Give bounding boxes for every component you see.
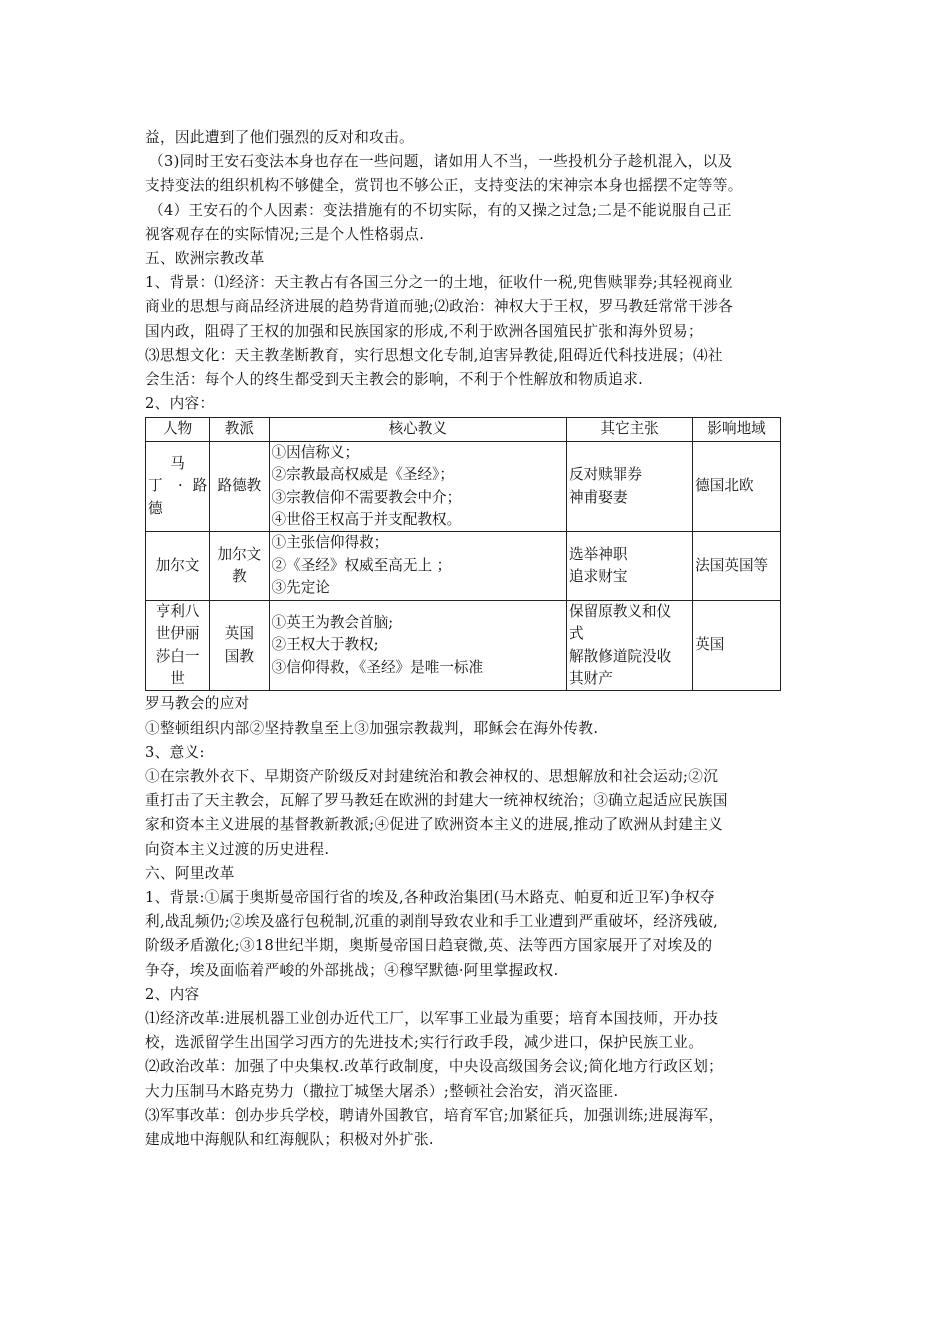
header-core-doctrine: 核心教义 [269, 418, 567, 441]
cell-line: ①英王为教会首脑; [271, 613, 394, 631]
paragraph-line: ①在宗教外衣下、早期资产阶级反对封建统治和教会神权的、思想解放和社会运动;②沉 [145, 767, 719, 785]
cell-line: ①因信称义； [271, 443, 360, 461]
cell-core [269, 600, 567, 691]
cell-region: 英国 [693, 600, 781, 691]
paragraph-line: 支持变法的组织机构不够健全，赏罚也不够公正，支持变法的宋神宗本身也摇摆不定等等。 [145, 177, 743, 195]
paragraph-line: 建成地中海舰队和红海舰队；积极对外扩张. [145, 1130, 434, 1148]
cell-sect [210, 532, 269, 600]
cell-region: 德国北欧 [693, 441, 781, 532]
paragraph-line: 益，因此遭到了他们强烈的反对和攻击。 [145, 129, 414, 146]
reformation-table [145, 417, 781, 691]
cell-region: 法国英国等 [693, 532, 781, 600]
cell-line: 莎白一 [155, 647, 200, 665]
cell-line: 世 [170, 669, 185, 687]
cell-line: 教 [232, 568, 247, 586]
cell-line: ②《圣经》权威至高无上 ； [271, 556, 452, 574]
header-sect: 教派 [210, 418, 269, 441]
cell-line: ②宗教最高权威是《圣经》； [271, 466, 454, 484]
paragraph-line: 罗马教会的应对 [145, 695, 250, 713]
paragraph-line: ⑶军事改革：创办步兵学校，聘请外国教官，培育军官;加紧征兵，加强训练;进展海军， [145, 1106, 724, 1124]
document-page [145, 126, 810, 1152]
cell-core [269, 441, 567, 532]
paragraph-line: ⑵政治改革：加强了中央集权.改革行政制度，中央设高级国务会议;简化地方行政区划； [145, 1058, 724, 1076]
paragraph-line: ①整顿组织内部②坚持教皇至上③加强宗教裁判，耶稣会在海外传教. [145, 719, 599, 737]
cell-line: 马 [170, 455, 185, 473]
section-heading-religious-reform: 五、欧洲宗教改革 [145, 250, 265, 268]
cell-line: ③先定论 [271, 579, 330, 597]
cell-line: ③宗教信仰不需要教会中介； [271, 488, 462, 506]
paragraph-line: 1、背景:①属于奥斯曼帝国行省的埃及,各种政治集团(马木路克、帕夏和近卫军)争权夺 [145, 888, 715, 906]
cell-line: 选举神职 [569, 545, 628, 563]
table-row [146, 532, 781, 600]
cell-line: 英国 [224, 625, 254, 643]
cell-other [567, 441, 693, 532]
cell-line: 保留原教义和仪 [569, 602, 672, 620]
section-heading-ali-reform: 六、阿里改革 [145, 864, 235, 882]
cell-line: 路德教 [217, 477, 262, 495]
paragraph-line: ⑴经济改革:进展机器工业创办近代工厂，以军事工业最为重要；培育本国技师，开办技 [145, 1009, 719, 1027]
cell-sect [210, 600, 269, 691]
cell-line: ③信仰得救，《圣经》是唯一标准 [271, 658, 484, 676]
subheading-content: 2、内容 [145, 985, 200, 1003]
cell-line: 世伊丽 [155, 625, 200, 643]
cell-line: 加尔文 [217, 545, 262, 563]
cell-line: 丁 · 路 [148, 477, 208, 495]
header-other-claims: 其它主张 [567, 418, 693, 441]
cell-line: 其财产 [569, 669, 613, 687]
paragraph-line: 家和资本主义进展的基督教新教派;④促进了欧洲资本主义的进展,推动了欧洲从封建主义 [145, 816, 724, 834]
table-row [146, 441, 781, 532]
cell-other [567, 532, 693, 600]
subheading-content: 2、内容： [145, 395, 215, 413]
cell-line: 神甫娶妻 [569, 488, 628, 506]
paragraph-line: 商业的思想与商品经济进展的趋势背道而驰;⑵政治：神权大于王权，罗马教廷常常干涉各 [145, 298, 734, 316]
cell-line: 反对赎罪券 [569, 466, 643, 484]
paragraph-line: 国内政，阻碍了王权的加强和民族国家的形成,不利于欧洲各国殖民扩张和海外贸易； [145, 322, 703, 340]
cell-line: ①主张信仰得救； [271, 534, 389, 552]
cell-line: 追求财宝 [569, 568, 628, 586]
cell-core [269, 532, 567, 600]
paragraph-line: 会生活：每个人的终生都受到天主教会的影响，不利于个性解放和物质追求. [145, 371, 644, 389]
cell-line: ②王权大于教权; [271, 636, 379, 654]
cell-person [146, 441, 210, 532]
cell-line: 国教 [224, 647, 254, 665]
paragraph-line: 校，选派留学生出国学习西方的先进技术;实行行政手段，减少进口，保护民族工业。 [145, 1034, 704, 1052]
cell-line: 解散修道院没收 [569, 647, 672, 665]
paragraph-line: 重打击了天主教会，瓦解了罗马教廷在欧洲的封建大一统神权统治；③确立起适应民族国 [145, 792, 728, 810]
paragraph-line: 向资本主义过渡的历史进程. [145, 840, 330, 858]
cell-person [146, 600, 210, 691]
cell-line: 德 [148, 499, 163, 517]
paragraph-line: 视客观存在的实际情况;三是个人性格弱点. [145, 225, 425, 243]
subheading-significance: 3、意义: [145, 743, 205, 761]
table-header-row [146, 418, 781, 441]
paragraph-line: ⑶思想文化：天主教垄断教育，实行思想文化专制,迫害异教徒,阻碍近代科技进展；⑷社 [145, 346, 723, 364]
paragraph-line: （3)同时王安石变法本身也存在一些问题，诸如用人不当，一些投机分子趁机混入，以及 [149, 153, 733, 171]
cell-sect [210, 441, 269, 532]
paragraph-line: 争夺，埃及面临着严峻的外部挑战；④穆罕默德·阿里掌握政权. [145, 961, 559, 979]
paragraph-line: 阶级矛盾激化;③18世纪半期，奥斯曼帝国日趋衰微,英、法等西方国家展开了对埃及的 [145, 937, 713, 955]
paragraph-line: 1、背景：⑴经济：天主教占有各国三分之一的土地，征收什一税,兜售赎罪券;其轻视商业 [145, 274, 733, 292]
cell-line: ④世俗王权高于并支配教权。 [271, 511, 462, 529]
cell-other [567, 600, 693, 691]
table-row [146, 600, 781, 691]
paragraph-line: 利,战乱频仍;②埃及盛行包税制,沉重的剥削导致农业和手工业遭到严重破坏，经济残破, [145, 913, 719, 931]
cell-person [146, 532, 210, 600]
cell-line: 加尔文 [155, 556, 200, 574]
paragraph-line: （4）王安石的个人因素：变法措施有的不切实际，有的又操之过急;二是不能说服自己正 [149, 201, 732, 219]
paragraph-line: 大力压制马木路克势力（撒拉丁城堡大屠杀）;整顿社会治安，消灭盗匪. [145, 1082, 619, 1100]
header-person: 人物 [146, 418, 210, 441]
cell-line: 亨利八 [155, 602, 200, 620]
header-region: 影响地域 [693, 418, 781, 441]
cell-line: 式 [569, 625, 584, 643]
